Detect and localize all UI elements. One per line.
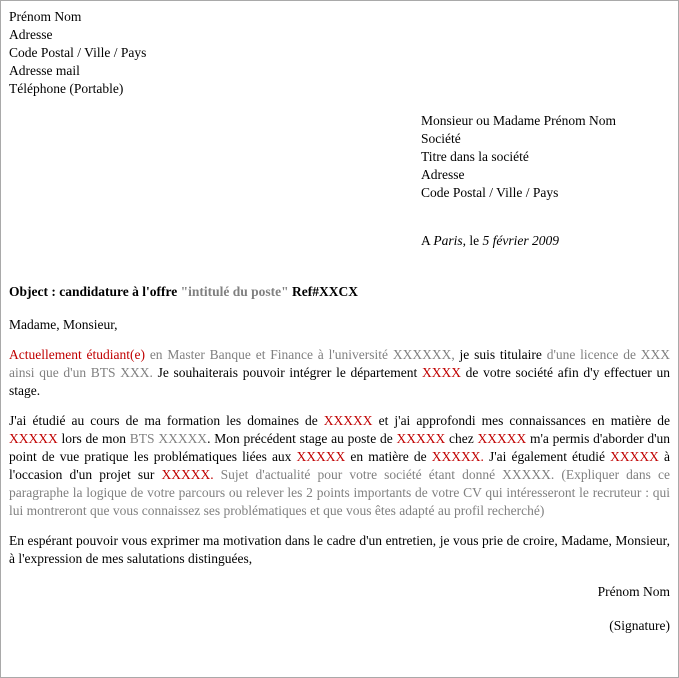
sender-address: Adresse [9,27,53,42]
text-segment: XXXXX [396,431,449,446]
subject-line [9,283,670,301]
sender-name: Prénom Nom [9,9,82,24]
salutation: Madame, Monsieur, [9,317,118,332]
sender-email: Adresse mail [9,63,80,78]
date-prefix: A [421,233,434,248]
text-segment: Actuellement étudiant(e) [9,347,150,362]
date-city: Paris [433,233,463,248]
text-segment: XXXX [421,365,466,380]
date-separator: , le [462,233,483,248]
text-segment: Je souhaiterais pouvoir intégrer le département [157,365,422,380]
text-segment: de votre société afin d'y effectuer un stage. [9,365,670,398]
recipient-name: Monsieur ou Madame Prénom Nom [421,113,616,128]
recipient-postal-city-country: Code Postal / Ville / Pays [421,185,559,200]
text-segment: chez [448,431,478,446]
text-segment: à l'occasion d'un projet sur [9,449,671,482]
recipient-block [421,112,670,202]
text-segment: Sujet d'actualité pour votre société étant donné XXXXX. [220,467,562,482]
date-line [421,232,670,250]
subject-job-title-placeholder: "intitulé du poste" [180,284,289,299]
recipient-company: Société [421,131,461,146]
text-segment: et j'ai approfondi mes connaissances en matière de [378,413,670,428]
text-segment: je suis titulaire [459,347,547,362]
sender-block [9,8,670,98]
text-segment: XXXXX. [161,467,221,482]
text-segment: BTS XXXXX [129,431,208,446]
recipient-title: Titre dans la société [421,149,529,164]
text-segment: . Mon précédent stage au poste de [207,431,397,446]
text-segment: XXXXX. [431,449,489,464]
text-segment: lors de mon [61,431,130,446]
paragraph-intro [9,346,670,400]
subject-lead: Object : candidature à l'offre [9,284,181,299]
text-segment: J'ai étudié au cours de ma formation les domaines de [9,413,324,428]
text-segment: (Expliquer dans ce paragraphe la logique de votre parcours ou relever les 2 points importants de votre CV qui intéresseront le recruteur : qui lui montreront que vous connaissez ses problématiques et que vous êtes adapté au profil recherché) [9,467,670,518]
text-segment: XXXXX [323,413,379,428]
text-segment: m'a permis d'aborder d'un point de vue pratique les problématiques liées aux [9,431,671,464]
sender-phone: Téléphone (Portable) [9,81,124,96]
date-value: 5 février 2009 [482,233,560,248]
text-segment: XXXXX [9,431,62,446]
signature-placeholder: (Signature) [609,618,670,633]
signature-name: Prénom Nom [597,584,670,599]
text-segment: XXXXX [296,449,351,464]
sender-postal-city-country: Code Postal / Ville / Pays [9,45,147,60]
subject-reference: Ref#XXCX [288,284,358,299]
paragraph-closing: En espérant pouvoir vous exprimer ma motivation dans le cadre d'un entretien, je vous prie de croire, Madame, Monsieur, à l'expression de mes salutations distinguées, [9,533,670,566]
text-segment: d'une licence de XXX ainsi que d'un BTS XXX. [9,347,670,380]
text-segment: XXXXX [477,431,530,446]
recipient-address: Adresse [421,167,465,182]
text-segment: en Master Banque et Finance à l'université XXXXXX, [149,347,460,362]
text-segment: en matière de [350,449,432,464]
text-segment: XXXXX [610,449,665,464]
paragraph-experience [9,412,670,520]
text-segment: J'ai également étudié [488,449,611,464]
